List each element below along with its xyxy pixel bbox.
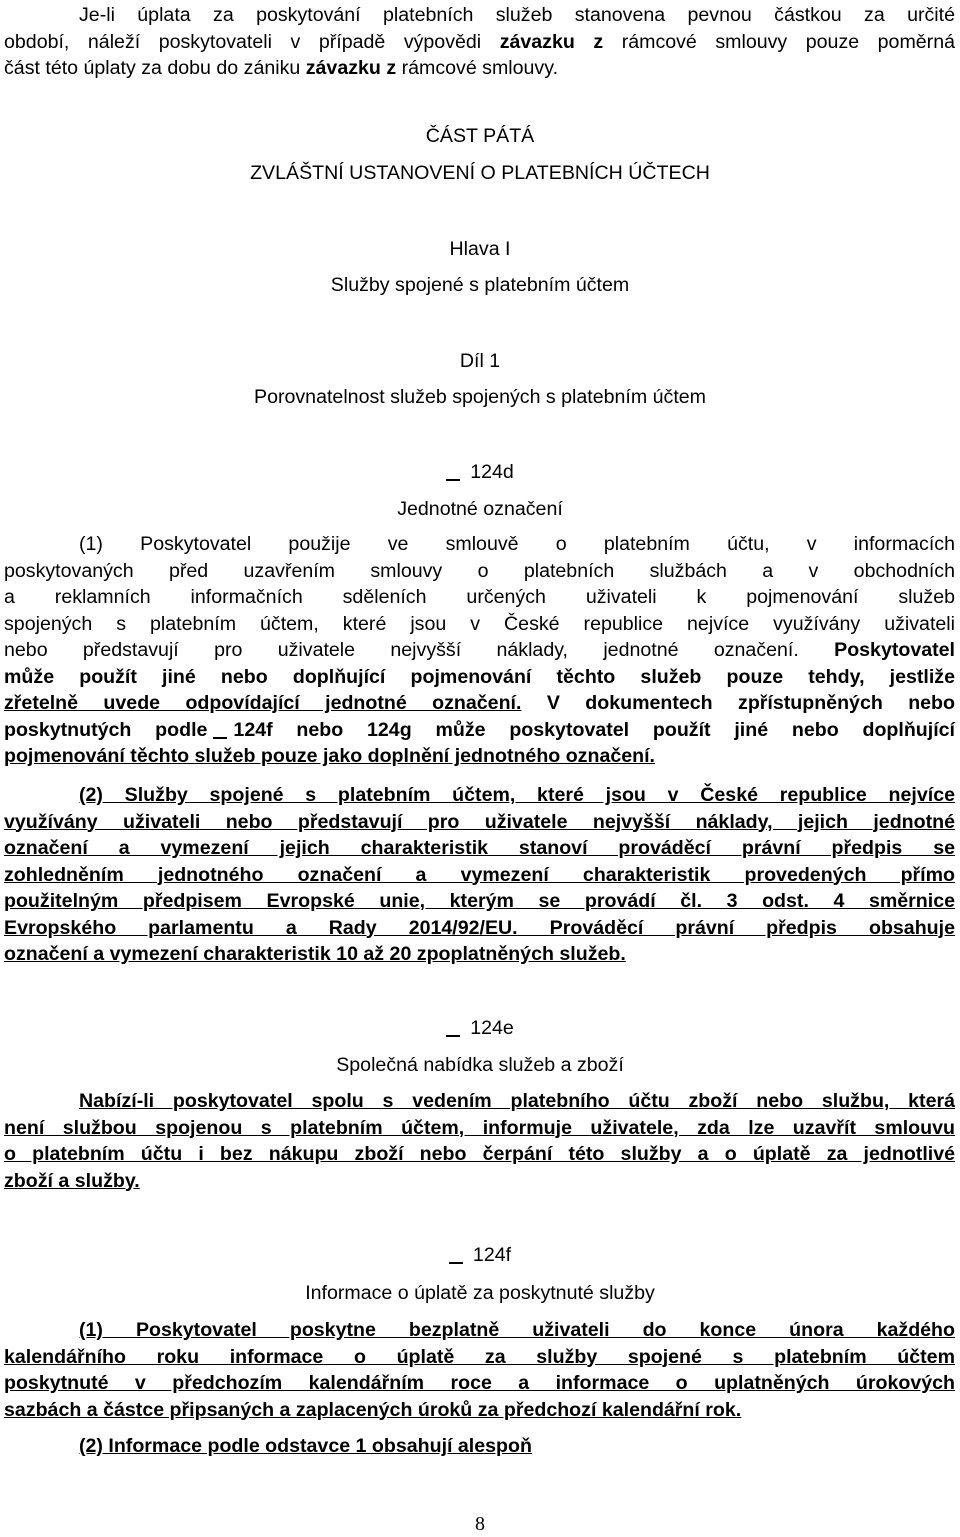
text-line: zřetelně uvede odpovídající jednotné označení. V dokumentech zpřístupněných nebo [4,692,955,714]
text-line: využívány uživateli nebo představují pro uživatele nejvyšší náklady, jejich jednotné [4,810,955,833]
text-line: Nabízí-li poskytovatel spolu s vedením platebního účtu zboží nebo službu, která [79,1090,955,1112]
text-line: sazbách a částce připsaných a zaplacených úroků za předchozí kalendářní rok. [4,1398,742,1421]
page-number: 8 [475,1513,485,1535]
text-line: může použít jiné nebo doplňující pojmenování těchto služeb pouze tehdy, jestliže [4,665,955,688]
section-124f-number: 124f [0,1243,960,1267]
text-line: poskytnutých podle 124f nebo 124g může poskytovatel použít jiné nebo doplňující [4,718,955,741]
part-subtitle: ZVLÁŠTNÍ USTANOVENÍ O PLATEBNÍCH ÚČTECH [250,162,710,184]
head-title: Hlava I [449,238,511,260]
text-line: pojmenování těchto služeb pouze jako doplnění jednotného označení. [4,745,655,767]
division-title: Díl 1 [459,350,501,372]
text-line: není službou spojenou s platebním účtem, informuje uživatele, zda lze uzavřít smlouvu [4,1116,955,1139]
part-title: ČÁST PÁTÁ [425,125,535,147]
text-line: část této úplaty za dobu do zániku závazku z rámcové smlouvy. [4,57,559,79]
text-line: (1) Poskytovatel použije ve smlouvě o platebním účtu, v informacích [79,533,955,555]
text-line: Evropského parlamentu a Rady 2014/92/EU. Prováděcí právní předpis obsahuje [4,916,955,939]
section-124f-title: Informace o úplatě za poskytnuté služby [305,1282,655,1304]
section-sign-icon [449,1262,463,1264]
text-line: kalendářního roku informace o úplatě za služby spojené s platebním účtem [4,1345,955,1368]
text-line: a reklamních informačních sděleních určených uživateli k pojmenování služeb [4,586,955,608]
section-124d-number: 124d [0,460,960,484]
text-line: použitelným předpisem Evropské unie, kterým se provádí čl. 3 odst. 4 směrnice [4,890,955,912]
text-line: označení a vymezení jejich charakteristik stanoví prováděcí právní předpis se [4,837,955,859]
section-124f-paragraph-2 [4,1433,955,1460]
text-line: označení a vymezení charakteristik 10 až 20 zpoplatněných služeb. [4,943,626,965]
section-124f-paragraph-1 [4,1317,955,1423]
intro-paragraph [4,2,955,82]
section-sign-icon [446,479,460,481]
text-line: (1) Poskytovatel poskytne bezplatně uživateli do konce února každého [79,1319,955,1341]
text-line: (2) Informace podle odstavce 1 obsahují alespoň [79,1435,532,1457]
section-124d-paragraph-2 [4,782,955,968]
text-line: nebo představují pro uživatele nejvyšší náklady, jednotné označení. Poskytovatel [4,639,956,661]
section-124d-title: Jednotné označení [397,498,563,520]
text-line: zboží a služby. [4,1169,140,1192]
section-124d-paragraph-1 [4,531,955,770]
head-subtitle: Služby spojené s platebním účtem [330,274,630,296]
text-line: zohledněním jednotného označení a vymezení charakteristik provedených přímo [4,863,955,886]
text-line: (2) Služby spojené s platebním účtem, které jsou v České republice nejvíce [79,784,955,806]
section-124e-title: Společná nabídka služeb a zboží [336,1054,624,1076]
section-sign-icon [213,737,227,739]
section-124e-number: 124e [0,1016,960,1040]
division-subtitle: Porovnatelnost služeb spojených s platebním účtem [254,386,706,408]
text-line: Je-li úplata za poskytování platebních služeb stanovena pevnou částkou za určité [79,4,955,26]
text-line: poskytnuté v předchozím kalendářním roce a informace o uplatněných úrokových [4,1372,955,1394]
section-sign-icon [446,1035,460,1037]
text-line: o platebním účtu i bez nákupu zboží nebo čerpání této služby a o úplatě za jednotlivé [4,1143,955,1165]
section-124e-paragraph [4,1088,955,1194]
text-line: poskytovaných před uzavřením smlouvy o platebních službách a v obchodních [4,559,955,582]
text-line: období, náleží poskytovateli v případě výpovědi závazku z rámcové smlouvy pouze poměrná [4,30,955,53]
text-line: spojených s platebním účtem, které jsou v České republice nejvíce využívány uživateli [4,612,955,635]
